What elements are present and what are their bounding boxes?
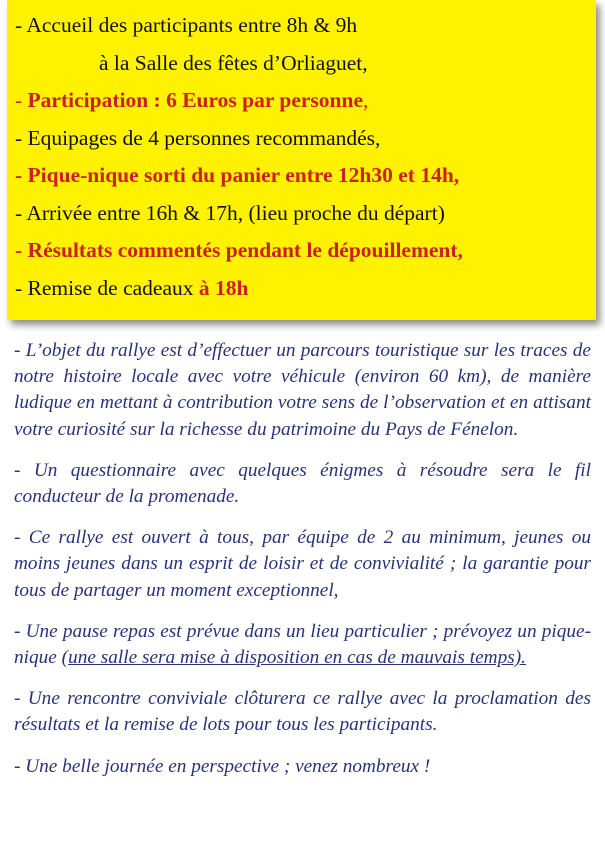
paragraph-pause-repas: [14, 619, 591, 671]
info-line-arrivee: [15, 195, 586, 233]
info-line-salle: [15, 45, 586, 83]
info-tail-remise: à 18h: [198, 275, 249, 300]
info-line-participation: [15, 82, 586, 120]
info-text-participation: Participation : 6 Euros par personne: [27, 88, 364, 112]
info-line-pique-nique: [15, 157, 586, 195]
info-text-accueil: Accueil des participants entre 8h & 9h: [26, 13, 358, 37]
rally-description: [14, 338, 591, 780]
info-text-pique-nique: Pique-nique sorti du panier entre 12h30 et 14h,: [27, 163, 460, 187]
info-tail-participation: ,: [363, 88, 369, 112]
paragraph-questionnaire: - Un questionnaire avec quelques énigmes à résoudre sera le fil conducteur de la promenade.: [14, 459, 591, 508]
info-box: [7, 0, 596, 320]
paragraph-objet: - L’objet du rallye est d’effectuer un parcours touristique sur les traces de notre histoire locale avec votre véhicule (environ 60 km), de manière ludique en mettant à contribution votre sens de l’observation et en attisant votre curiosité sur la richesse du patrimoine du Pays de Fénelon.: [14, 340, 591, 440]
info-text-arrivee: Arrivée entre 16h & 17h, (lieu proche du départ): [26, 200, 445, 225]
info-line-equipages: [15, 120, 586, 158]
bullet-dash: -: [15, 13, 27, 37]
bullet-dash: -: [15, 163, 28, 187]
paragraph-rencontre: - Une rencontre conviviale clôturera ce rallye avec la proclamation des résultats et la remise de lots pour tous les participants.: [14, 688, 591, 736]
bullet-dash: -: [15, 275, 28, 300]
pause-repas-text: - Une pause repas est prévue dans un lieu particulier ; prévoyez un pique-nique (: [14, 620, 591, 669]
paragraph-ouvert: - Ce rallye est ouvert à tous, par équipe de 2 au minimum, jeunes ou moins jeunes dans un esprit de loisir et de convivialité ; la garantie pour tous de partager un moment exceptionnel,: [14, 527, 591, 601]
bullet-dash: -: [15, 125, 28, 150]
info-text-salle: à la Salle des fêtes d’Orliaguet,: [99, 50, 368, 75]
info-text-equipages: Equipages de 4 personnes recommandés,: [27, 125, 381, 150]
info-line-resultats: [15, 232, 586, 270]
bullet-dash: -: [15, 200, 27, 225]
info-text-remise: Remise de cadeaux: [27, 275, 199, 300]
info-text-resultats: Résultats commentés pendant le dépouillement,: [27, 238, 463, 262]
info-line-accueil: [15, 7, 586, 45]
salle-mauvais-temps-note: une salle sera mise à disposition en cas de mauvais temps).: [68, 647, 526, 669]
bullet-dash: -: [15, 238, 28, 262]
info-line-remise: [15, 270, 586, 308]
bullet-dash: -: [15, 88, 28, 112]
paragraph-belle-journee: - Une belle journée en perspective ; venez nombreux !: [14, 755, 431, 777]
